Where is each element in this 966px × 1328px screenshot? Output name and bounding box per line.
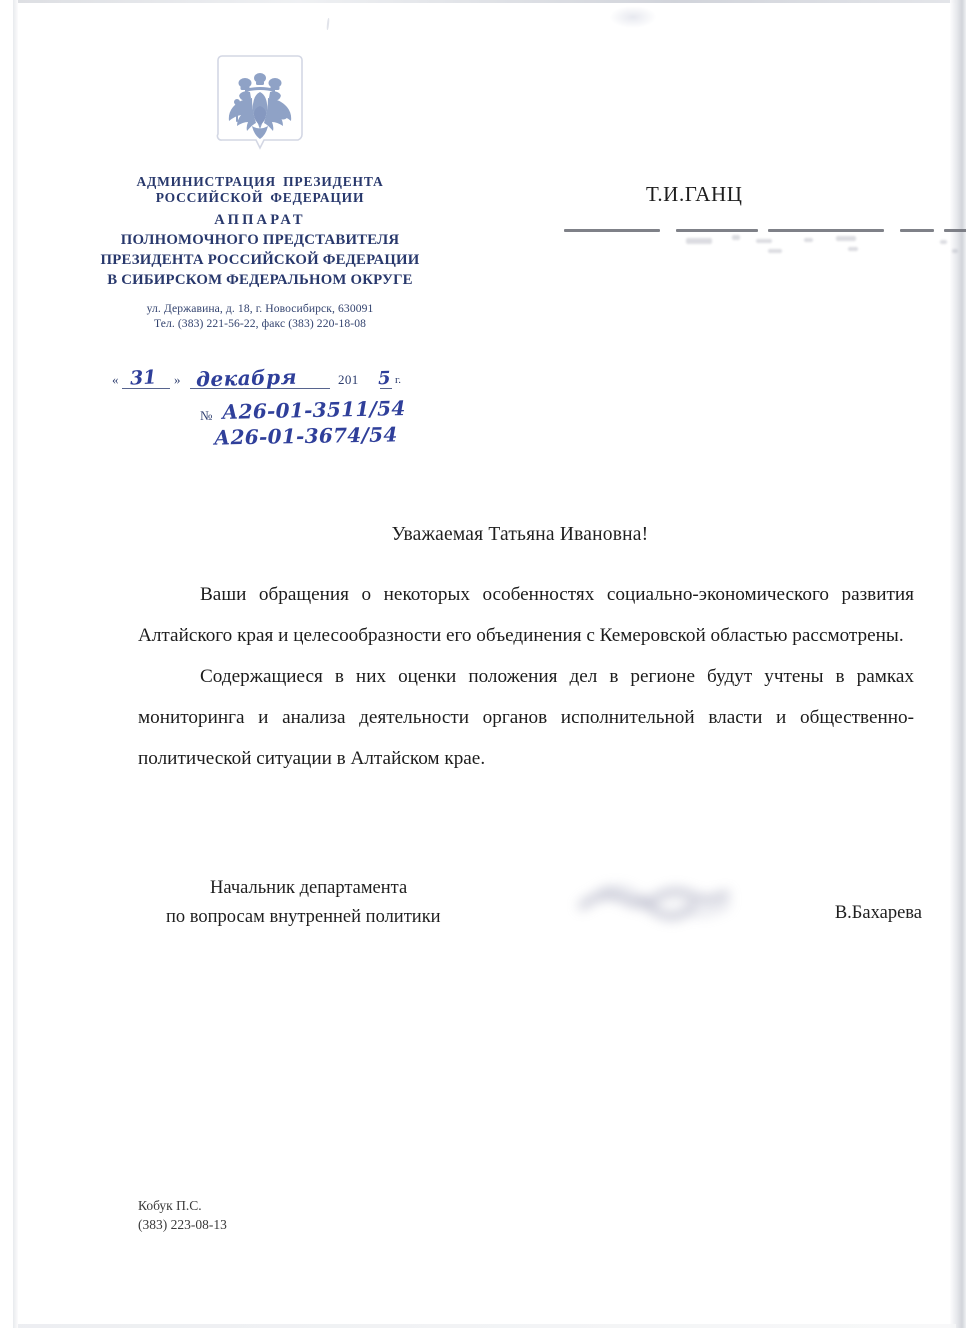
quote-open: « <box>112 372 119 387</box>
coat-of-arms-icon <box>212 52 308 164</box>
letterhead-org-line-5: В СИБИРСКОМ ФЕДЕРАЛЬНОМ ОКРУГЕ <box>107 272 413 289</box>
recipient-address-redacted <box>560 225 920 269</box>
signature-block <box>166 874 922 936</box>
handwritten-reference-1: А26-01-3511/54 <box>221 396 406 424</box>
letterhead-org-line-1: АДМИНИСТРАЦИЯ ПРЕЗИДЕНТА <box>136 174 384 189</box>
date-year-suffix: г. <box>395 374 402 386</box>
scan-edge-top <box>18 0 956 3</box>
handwritten-month: декабря <box>195 364 298 392</box>
quote-close: » <box>174 372 181 387</box>
letterhead <box>0 52 520 331</box>
handwritten-year-digit: 5 <box>377 367 391 390</box>
scan-artifact-speck <box>326 18 329 30</box>
handwritten-day: 31 <box>129 366 158 390</box>
handwritten-signature-blurred <box>570 872 780 930</box>
date-year-prefix: 201 <box>338 372 359 387</box>
scan-edge-bottom <box>18 1324 956 1328</box>
body-paragraph-1: Ваши обращения о некоторых особенностях социально-экономического развития Алтайского края и целесообразности его объединения с Кемеровской областью рассмотрены. <box>138 584 914 646</box>
letterhead-org-line-2: РОССИЙСКОЙ ФЕДЕРАЦИИ <box>155 189 365 205</box>
salutation: Уважаемая Татьяна Ивановна! <box>391 524 649 545</box>
executor-footer <box>138 1196 227 1234</box>
scan-artifact-smudge <box>610 6 656 28</box>
recipient-block <box>560 182 920 269</box>
letterhead-apparat: АППАРАТ <box>214 212 306 229</box>
letterhead-address: ул. Державина, д. 18, г. Новосибирск, 630091 <box>146 301 374 315</box>
handwritten-reference-2: А26-01-3674/54 <box>213 422 398 450</box>
date-line <box>112 366 432 394</box>
recipient-name: Т.И.ГАНЦ <box>646 182 743 206</box>
signatory-title-line-2: по вопросам внутренней политики <box>166 907 441 927</box>
letter-body <box>138 574 914 779</box>
signatory-title <box>166 874 441 932</box>
body-paragraph-2: Содержащиеся в них оценки положения дел в регионе будут учтены в рамках мониторинга и анализа деятельности органов исполнительной власти и общественно-политической ситуации в Алтайском крае. <box>138 666 914 769</box>
executor-phone: (383) 223-08-13 <box>138 1217 227 1232</box>
number-sign: № <box>200 408 213 423</box>
executor-name: Кобук П.С. <box>138 1198 202 1213</box>
letterhead-phone: Тел. (383) 221-56-22, факс (383) 220-18-08 <box>153 316 367 330</box>
signatory-name: В.Бахарева <box>834 903 922 923</box>
signatory-title-line-1: Начальник департамента <box>210 878 408 898</box>
letterhead-org-line-4: ПРЕЗИДЕНТА РОССИЙСКОЙ ФЕДЕРАЦИИ <box>100 252 420 269</box>
scan-edge-right <box>950 0 966 1328</box>
letterhead-org-line-3: ПОЛНОМОЧНОГО ПРЕДСТАВИТЕЛЯ <box>120 232 400 249</box>
